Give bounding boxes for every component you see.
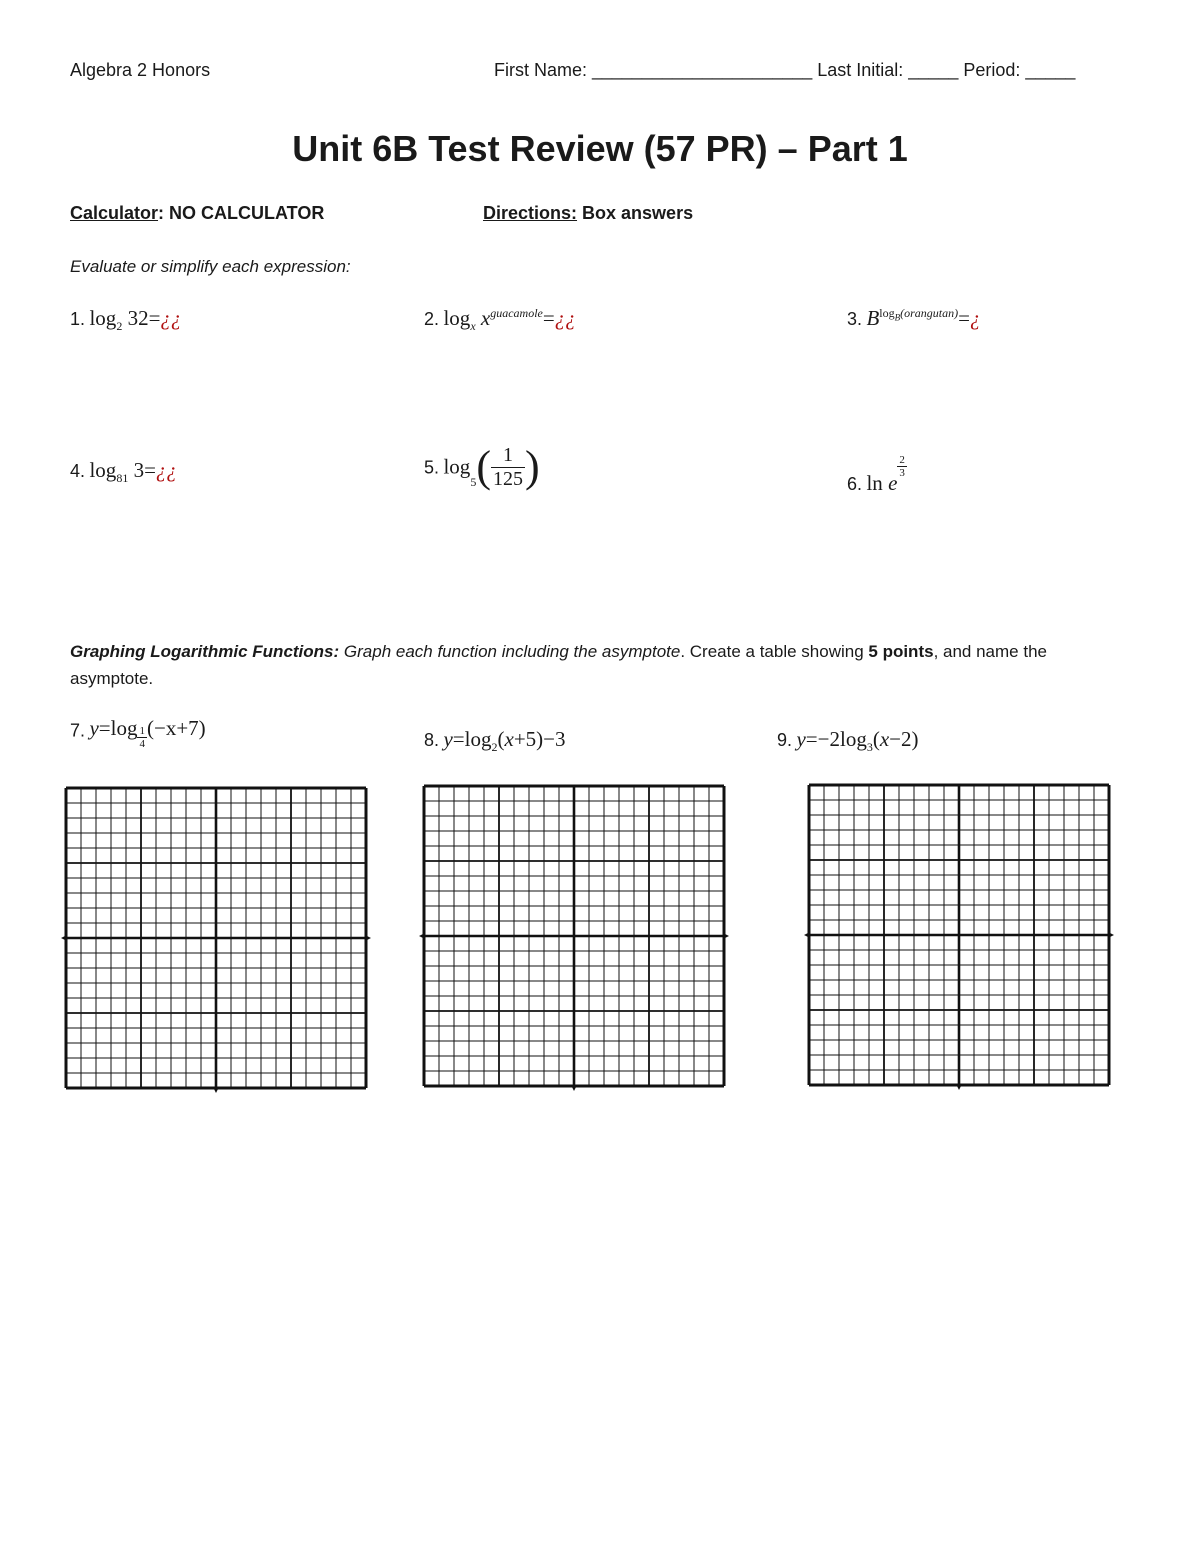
directions-line <box>483 203 693 224</box>
problem-1-expression: $\log_2$ 32=¿¿ <box>89 306 182 334</box>
function-9 <box>777 727 919 755</box>
problem-number: 3. <box>847 309 863 329</box>
graph-grid-7[interactable] <box>60 782 376 1094</box>
problem-number: 5. <box>424 457 440 478</box>
x-axis-arrow-right <box>365 935 371 941</box>
student-info-fields[interactable]: First Name: ______________________ Last Initial: _____ Period: _____ <box>494 60 1076 80</box>
function-8-expression: $y=\log_2(x+5)-3$ <box>443 727 566 755</box>
graph-grid-9[interactable] <box>803 779 1119 1091</box>
page-title: Unit 6B Test Review (57 PR) – Part 1 <box>292 128 908 169</box>
x-axis-arrow-left <box>804 932 810 938</box>
calculator-label: Calculator <box>70 203 159 223</box>
problem-number: 1. <box>70 309 86 329</box>
problem-3-expression: $B^{log_B(orangutan)}=¿$ <box>866 306 981 330</box>
y-axis-arrow-down <box>956 1084 962 1090</box>
function-9-expression: $y=-2\log_3(x-2)$ <box>796 727 919 755</box>
calculator-value: NO CALCULATOR <box>164 203 325 223</box>
x-axis-arrow-left <box>419 933 425 939</box>
problem-2 <box>424 306 576 334</box>
problem-2-expression: $\log_x$ $x^{guacamole}=¿¿$ <box>443 306 576 334</box>
function-7-expression: y=log $\frac{1}{4}$ (−x+7) <box>89 716 206 750</box>
problem-number: 4. <box>70 461 86 481</box>
graph-grid-8[interactable] <box>418 780 734 1092</box>
problem-number: 2. <box>424 309 440 329</box>
directions-label: Directions: <box>483 203 578 223</box>
x-axis-arrow-right <box>723 933 729 939</box>
y-axis-arrow-down <box>213 1087 219 1093</box>
problem-1 <box>70 306 181 334</box>
y-axis-arrow-down <box>571 1085 577 1091</box>
problem-5-expression: $\log_5$( $\frac{1}{125}$ ) <box>443 442 540 492</box>
course-name: Algebra 2 Honors <box>70 60 211 80</box>
problem-4-expression: $\log_{81}$ 3=¿¿ <box>89 458 177 486</box>
problem-number: 8. <box>424 730 440 750</box>
problem-6 <box>847 454 907 496</box>
problem-number: 9. <box>777 730 793 750</box>
problem-3 <box>847 306 980 331</box>
instruction-text: Evaluate or simplify each expression: <box>70 257 351 276</box>
function-7 <box>70 716 206 750</box>
problem-4 <box>70 458 177 486</box>
graphing-instructions: Graphing Logarithmic Functions: Graph each function including the asymptote. Create a table showing 5 points, and name the asymptote. <box>70 642 1047 688</box>
directions-value: Box answers <box>577 203 694 223</box>
x-axis-arrow-left <box>61 935 67 941</box>
x-axis-arrow-right <box>1108 932 1114 938</box>
problem-6-expression: ln e $\frac{2}{3}$ <box>866 454 905 495</box>
problem-number: 7. <box>70 720 86 741</box>
calculator-line <box>70 203 324 224</box>
problem-number: 6. <box>847 474 863 494</box>
problem-5 <box>424 444 540 491</box>
calculator-sep: : <box>158 203 165 223</box>
function-8 <box>424 727 566 755</box>
